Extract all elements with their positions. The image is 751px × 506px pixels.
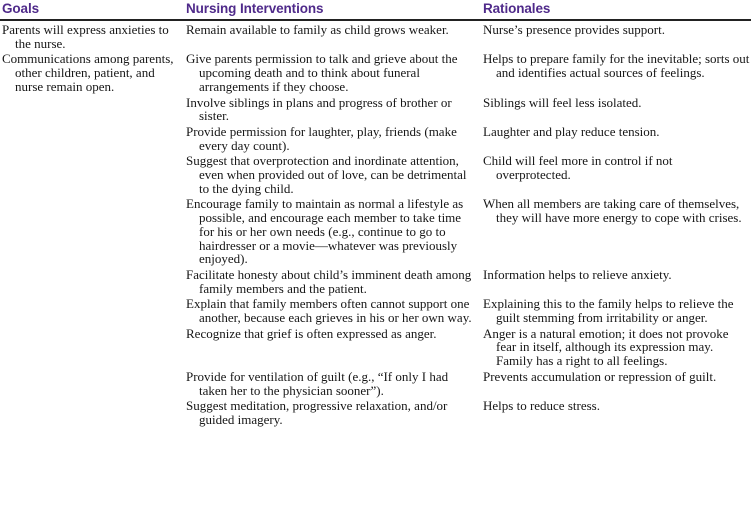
goal-cell [0, 50, 184, 426]
intervention-text: Give parents permission to talk and grieve about the upcoming death and to think about funeral arrangements if they choose. [186, 51, 458, 94]
rationale-text: Siblings will feel less isolated. [483, 94, 642, 110]
column-header-rationales: Rationales [481, 0, 751, 20]
intervention-cell [184, 50, 481, 93]
rationale-text: Prevents accumulation or repression of guilt. [483, 368, 717, 384]
intervention-cell [184, 397, 481, 426]
intervention-cell [184, 152, 481, 195]
intervention-cell [184, 325, 481, 368]
intervention-text: Explain that family members often cannot support one another, because each grieves in his or her own way. [186, 296, 472, 326]
goal-cell [0, 20, 184, 50]
rationale-cell [481, 94, 751, 123]
intervention-cell [184, 195, 481, 266]
rationale-cell [481, 295, 751, 324]
intervention-cell [184, 94, 481, 123]
rationale-cell [481, 20, 751, 50]
intervention-cell [184, 20, 481, 50]
intervention-text: Remain available to family as child grows weaker. [186, 22, 449, 37]
rationale-text: Anger is a natural emotion; it does not provoke fear in itself, although its expression may. Family has a right to all feelings. [483, 325, 729, 369]
table-row [0, 50, 751, 93]
intervention-text: Provide for ventilation of guilt (e.g., “If only I had taken her to the physician sooner”). [186, 368, 449, 398]
intervention-cell [184, 266, 481, 295]
rationale-text: When all members are taking care of themselves, they will have more energy to cope with crises. [483, 196, 742, 226]
rationale-cell [481, 195, 751, 266]
column-header-interventions: Nursing Interventions [184, 0, 481, 20]
rationale-cell [481, 325, 751, 368]
rationale-cell [481, 266, 751, 295]
rationale-text: Information helps to relieve anxiety. [483, 266, 672, 282]
intervention-text: Encourage family to maintain as normal a lifestyle as possible, and encourage each member to take time for his or her own needs (e.g., continue to go to hairdresser or a movie—whatever was previously enjoyed). [186, 196, 464, 267]
rationale-cell [481, 368, 751, 397]
rationale-text: Laughter and play reduce tension. [483, 123, 660, 139]
goal-text: Parents will express anxieties to the nurse. [2, 22, 169, 51]
rationale-cell [481, 50, 751, 93]
rationale-text: Helps to prepare family for the inevitable; sorts out and identifies actual sources of feelings. [483, 51, 750, 81]
intervention-cell [184, 123, 481, 152]
rationale-cell [481, 152, 751, 195]
intervention-text: Involve siblings in plans and progress of brother or sister. [186, 94, 452, 124]
rationale-cell [481, 397, 751, 426]
intervention-cell [184, 295, 481, 324]
rationale-text: Explaining this to the family helps to relieve the guilt stemming from irritability or anger. [483, 296, 734, 326]
intervention-text: Recognize that grief is often expressed as anger. [186, 325, 437, 341]
intervention-text: Suggest meditation, progressive relaxation, and/or guided imagery. [186, 398, 448, 427]
rationale-cell [481, 123, 751, 152]
goal-text: Communications among parents, other children, patient, and nurse remain open. [2, 51, 174, 94]
rationale-text: Helps to reduce stress. [483, 398, 600, 414]
intervention-text: Provide permission for laughter, play, friends (make every day count). [186, 123, 457, 153]
header-row [0, 0, 751, 20]
intervention-text: Facilitate honesty about child’s imminent death among family members and the patient. [186, 266, 472, 296]
rationale-text: Nurse’s presence provides support. [483, 22, 665, 37]
table-row [0, 20, 751, 50]
intervention-text: Suggest that overprotection and inordinate attention, even when provided out of love, can be detrimental to the dying child. [186, 153, 467, 196]
column-header-goals: Goals [0, 0, 184, 20]
intervention-cell [184, 368, 481, 397]
rationale-text: Child will feel more in control if not overprotected. [483, 153, 673, 183]
